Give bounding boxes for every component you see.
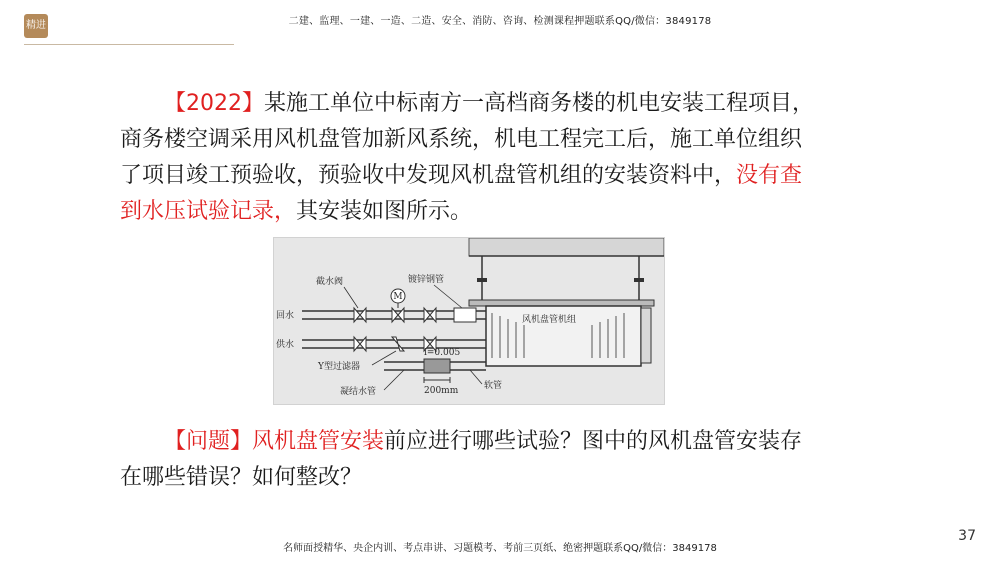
question-prompt [120,424,820,496]
page-number: 37 [958,528,976,544]
intro-highlight: 没有查到水压试验记录， [120,163,803,224]
supply-water-label: 供水 [276,340,295,350]
fcu-label: 风机盘管机组 [522,315,577,325]
question-tag: 【问题】 [164,429,253,454]
brand-logo: 精进 [24,14,48,38]
galvanized-pipe-label: 镀锌钢管 [408,275,445,285]
fan-coil-installation-figure [273,237,665,405]
fan-coil-unit [486,306,651,366]
shutoff-valve-label: 截水阀 [316,277,344,287]
header-divider [24,44,234,45]
question-highlight: 风机盘管安装 [252,429,385,454]
intro-text: 某施工单位中标南方一高档商务楼的机电安装工程项目，商务楼空调采用风机盘管加新风系统，机电工程完工后，施工单位组织了项目竣工预验收，预验收中发现风机盘管机组的安装资料中， [120,91,815,188]
soft-pipe-label: 软管 [484,381,503,391]
condensate-pipe-label: 凝结水管 [340,387,377,397]
return-water-label: 回水 [276,311,295,321]
question-text: 前应进行哪些试验？图中的风机盘管安装存在哪些错误？如何整改？ [120,429,803,490]
meter-symbol: M [393,292,403,302]
header-contact-note: 二建、监理、一建、一造、二造、安全、消防、咨询、检测课程押题联系QQ/微信：3849178 [288,16,712,27]
intro-text-end: 其安装如图所示。 [296,199,473,224]
length-label: 200mm [424,386,459,396]
question-background [120,86,820,230]
y-filter-label: Y型过滤器 [318,362,360,372]
footer-contact-note: 名师面授精华、央企内训、考点串讲、习题模考、考前三页纸、绝密押题联系QQ/微信：3849178 [283,543,717,554]
year-tag: 【2022】 [164,91,264,116]
slope-label: i=0.005 [424,348,461,358]
